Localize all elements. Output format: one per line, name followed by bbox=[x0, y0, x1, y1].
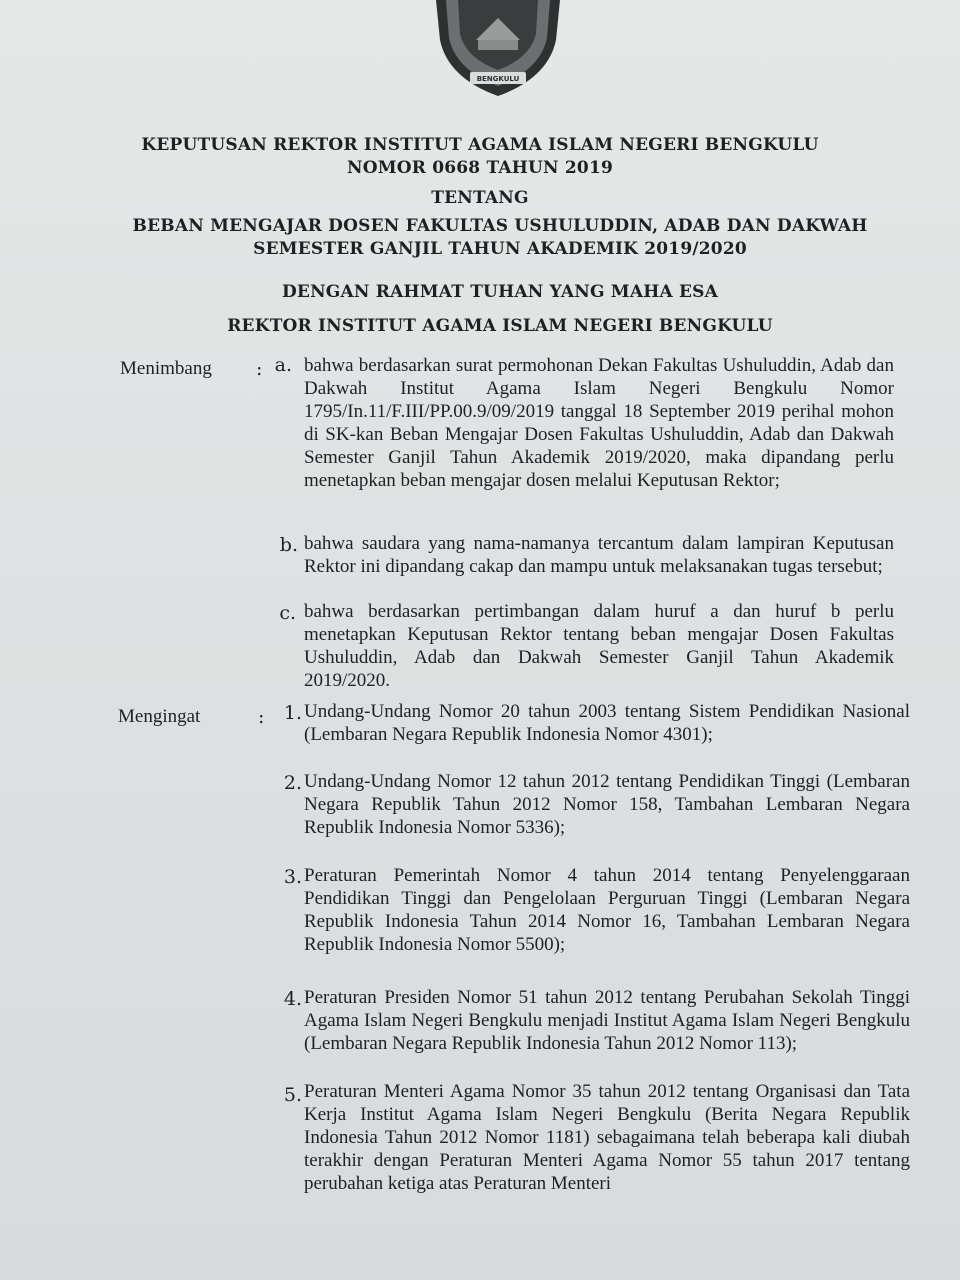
decree-number: NOMOR 0668 TAHUN 2019 bbox=[346, 158, 614, 178]
mengingat-colon: : bbox=[258, 706, 265, 728]
decree-subject-line1: BEBAN MENGAJAR DOSEN FAKULTAS USHULUDDIN, ADAB DAN DAKWAH bbox=[132, 216, 868, 236]
menimbang-marker-b: b. bbox=[279, 534, 298, 556]
mengingat-item-1: Undang-Undang Nomor 20 tahun 2003 tentang Sistem Pendidikan Nasional (Lembaran Negara Republik Indonesia Nomor 4301); bbox=[304, 701, 910, 745]
menimbang-item-b: bahwa saudara yang nama-namanya tercantum dalam lampiran Keputusan Rektor ini dipandang cakap dan mampu untuk melaksanakan tugas tersebut; bbox=[304, 533, 894, 577]
mengingat-item-2: Undang-Undang Nomor 12 tahun 2012 tentang Pendidikan Tinggi (Lembaran Negara Republik Tahun 2012 Nomor 158, Tambahan Lembaran Negara Republik Indonesia Nomor 5336); bbox=[304, 771, 910, 838]
mengingat-label: Mengingat bbox=[118, 706, 201, 727]
decree-subject-line2: SEMESTER GANJIL TAHUN AKADEMIK 2019/2020 bbox=[253, 239, 747, 259]
decree-title: KEPUTUSAN REKTOR INSTITUT AGAMA ISLAM NEGERI BENGKULU bbox=[141, 135, 819, 155]
mengingat-item-3: Peraturan Pemerintah Nomor 4 tahun 2014 tentang Penyelenggaraan Pendidikan Tinggi dan Pengelolaan Perguruan Tinggi (Lembaran Negara Republik Indonesia Tahun 2014 Nomor 16, Tambahan Lembaran Negara Republik Indonesia Nomor 5500); bbox=[304, 865, 910, 955]
mengingat-marker-2: 2. bbox=[283, 772, 302, 794]
menimbang-item-c: bahwa berdasarkan pertimbangan dalam huruf a dan huruf b perlu menetapkan Keputusan Rektor tentang beban mengajar Dosen Fakultas Ushuluddin, Adab dan Dakwah Semester Ganjil Tahun Akademik 2019/2020. bbox=[304, 601, 894, 691]
menimbang-marker-a: a. bbox=[274, 354, 292, 376]
mengingat-item-5: Peraturan Menteri Agama Nomor 35 tahun 2012 tentang Organisasi dan Tata Kerja Institut Agama Islam Negeri Bengkulu (Berita Negara Republik Indonesia Tahun 2012 Nomor 1181) sebagaimana telah beberapa kali diubah terakhir dengan Peraturan Menteri Agama Nomor 55 tahun 2017 tentang perubahan ketiga atas Peraturan Menteri bbox=[304, 1081, 910, 1194]
invocation: DENGAN RAHMAT TUHAN YANG MAHA ESA bbox=[281, 282, 719, 302]
mengingat-marker-1: 1. bbox=[283, 702, 302, 724]
issuer: REKTOR INSTITUT AGAMA ISLAM NEGERI BENGKULU bbox=[227, 316, 773, 336]
mengingat-marker-5: 5. bbox=[283, 1084, 302, 1106]
menimbang-item-a: bahwa berdasarkan surat permohonan Dekan Fakultas Ushuluddin, Adab dan Dakwah Institut Agama Islam Negeri Bengkulu Nomor 1795/In.11/F.III/PP.00.9/09/2019 tanggal 18 September 2019 perihal mohon di SK-kan Beban Mengajar Dosen Fakultas Ushuluddin, Adab dan Dakwah Semester Ganjil Tahun Akademik 2019/2020, maka dipandang perlu menetapkan beban mengajar dosen melalui Keputusan Rektor; bbox=[304, 355, 894, 491]
menimbang-colon: : bbox=[256, 358, 263, 380]
menimbang-label: Menimbang bbox=[120, 358, 212, 379]
svg-text:BENGKULU: BENGKULU bbox=[476, 75, 520, 83]
mengingat-marker-3: 3. bbox=[283, 866, 302, 888]
decree-tentang: TENTANG bbox=[431, 188, 529, 208]
mengingat-marker-4: 4. bbox=[283, 988, 302, 1010]
menimbang-marker-c: c. bbox=[279, 602, 296, 624]
iain-bengkulu-seal-logo bbox=[428, 0, 568, 98]
mengingat-item-4: Peraturan Presiden Nomor 51 tahun 2012 tentang Perubahan Sekolah Tinggi Agama Islam Negeri Bengkulu menjadi Institut Agama Islam Negeri Bengkulu (Lembaran Negara Republik Indonesia Tahun 2012 Nomor 113); bbox=[304, 987, 910, 1054]
